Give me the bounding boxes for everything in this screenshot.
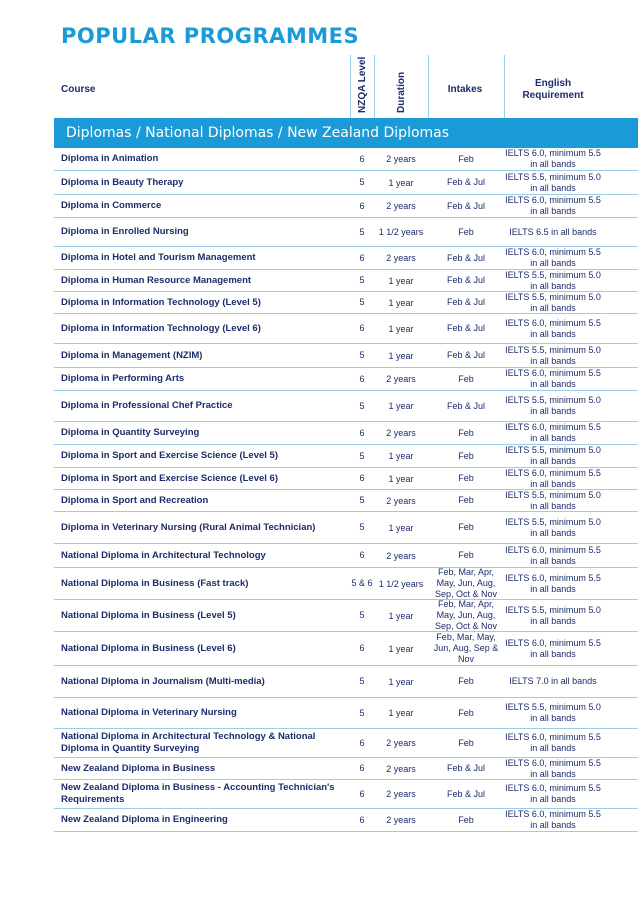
intakes-cell: Feb (458, 427, 474, 438)
intakes-cell: Feb & Jul (446, 177, 486, 187)
duration-cell: 2 years (386, 789, 416, 799)
course-cell: Diploma in Human Resource Management (61, 274, 252, 286)
course-cell: Diploma in Management (NZIM) (61, 349, 203, 361)
level-cell: 5 (359, 297, 365, 307)
level-cell: 6 (359, 737, 365, 748)
table-row (0, 698, 638, 729)
level-cell: 6 (359, 788, 365, 799)
duration-cell: 2 years (386, 815, 416, 825)
intakes-cell: Feb & Jul (446, 200, 486, 211)
english-cell: IELTS 5.5, minimum 5.0 in all bands (505, 291, 601, 313)
table-row (0, 468, 638, 490)
intakes-cell: Feb (458, 153, 474, 164)
intakes-cell: Feb, Mar, Apr, May, Jun, Aug, Sep, Oct & Nov (434, 599, 498, 631)
english-cell: IELTS 6.5 in all bands (509, 226, 597, 237)
header-divider (350, 55, 351, 118)
duration-cell: 2 years (386, 550, 416, 561)
table-row (0, 218, 638, 247)
course-cell: New Zealand Diploma in Engineering (61, 814, 228, 825)
duration-cell: 1 year (388, 275, 414, 286)
table-row (0, 314, 638, 344)
level-cell: 6 (359, 200, 365, 211)
english-cell: IELTS 6.0, minimum 5.5 in all bands (505, 368, 601, 389)
course-cell: Diploma in Animation (61, 153, 159, 164)
english-cell: IELTS 6.0, minimum 5.5 in all bands (505, 572, 601, 594)
duration-cell: 1 year (388, 297, 414, 308)
english-cell: IELTS 5.5, minimum 5.0 in all bands (505, 395, 601, 416)
duration-cell: 2 years (386, 495, 416, 506)
english-cell: IELTS 5.5, minimum 5.0 in all bands (505, 702, 601, 723)
header-intakes: Intakes (447, 84, 483, 95)
english-cell: IELTS 6.0, minimum 5.5 in all bands (505, 195, 601, 216)
intakes-cell: Feb & Jul (446, 275, 486, 285)
table-row (0, 632, 638, 666)
course-cell: Diploma in Commerce (61, 200, 162, 211)
course-cell: New Zealand Diploma in Business - Accounting Technician's Requirements (61, 782, 335, 805)
course-cell: Diploma in Sport and Recreation (61, 494, 209, 506)
english-cell: IELTS 5.5, minimum 5.0 in all bands (505, 445, 601, 466)
english-cell: IELTS 6.0, minimum 5.5 in all bands (505, 247, 601, 268)
table-row (0, 758, 638, 780)
intakes-cell: Feb (458, 814, 474, 825)
intakes-cell: Feb (458, 550, 474, 560)
table-row (0, 809, 638, 832)
english-cell: IELTS 5.5, minimum 5.0 in all bands (505, 489, 601, 511)
duration-cell: 1 year (388, 708, 414, 718)
course-cell: National Diploma in Architectural Technology & National Diploma in Quantity Surveying (61, 731, 316, 754)
duration-cell: 2 years (386, 374, 416, 384)
section-title: Diplomas / National Diplomas / New Zealand Diplomas (66, 125, 450, 141)
duration-cell: 2 years (386, 428, 416, 438)
intakes-cell: Feb & Jul (446, 252, 486, 263)
table-row (0, 148, 638, 171)
table-row (0, 171, 638, 195)
intakes-cell: Feb (458, 450, 474, 461)
header-divider (504, 55, 505, 118)
duration-cell: 1 year (388, 676, 414, 687)
level-cell: 5 (359, 350, 365, 360)
level-cell: 6 (359, 473, 365, 483)
duration-cell: 1 year (388, 401, 414, 411)
duration-cell: 1 year (388, 473, 414, 484)
table-row (0, 368, 638, 391)
header-duration: Duration (396, 71, 407, 113)
table-row (0, 270, 638, 292)
duration-cell: 1 1/2 years (378, 227, 424, 237)
duration-cell: 2 years (386, 154, 416, 164)
level-cell: 6 (359, 763, 365, 773)
course-cell: Diploma in Sport and Exercise Science (Level 5) (61, 450, 278, 461)
table-row (0, 729, 638, 758)
duration-cell: 1 1/2 years (378, 578, 424, 589)
intakes-cell: Feb (458, 495, 474, 505)
course-cell: National Diploma in Architectural Technology (61, 549, 266, 561)
course-cell: National Diploma in Veterinary Nursing (61, 707, 237, 718)
header-english-requirement: English Requirement (522, 78, 584, 101)
table-row (0, 344, 638, 368)
intakes-cell: Feb (458, 473, 474, 483)
intakes-cell: Feb & Jul (446, 350, 486, 360)
course-cell: Diploma in Enrolled Nursing (61, 226, 189, 237)
duration-cell: 1 year (388, 522, 414, 533)
table-row (0, 568, 638, 600)
duration-cell: 1 year (388, 610, 414, 621)
level-cell: 6 (359, 643, 365, 653)
programme-table (0, 148, 638, 832)
level-cell: 5 (359, 177, 365, 187)
course-cell: Diploma in Hotel and Tourism Management (61, 252, 256, 263)
header-divider (374, 55, 375, 118)
course-cell: National Diploma in Business (Level 6) (61, 642, 236, 654)
course-cell: National Diploma in Business (Level 5) (61, 609, 236, 621)
level-cell: 5 (359, 226, 365, 237)
table-row (0, 512, 638, 544)
level-cell: 6 (359, 373, 365, 384)
course-cell: Diploma in Sport and Exercise Science (Level 6) (61, 472, 278, 484)
level-cell: 5 (359, 400, 365, 411)
english-cell: IELTS 6.0, minimum 5.5 in all bands (505, 809, 601, 830)
english-cell: IELTS 6.0, minimum 5.5 in all bands (505, 757, 601, 779)
course-cell: National Diploma in Journalism (Multi-media) (61, 675, 265, 687)
duration-cell: 2 years (386, 201, 416, 211)
table-header (0, 55, 638, 118)
level-cell: 6 (359, 252, 365, 263)
course-cell: Diploma in Beauty Therapy (61, 176, 184, 188)
english-cell: IELTS 6.0, minimum 5.5 in all bands (505, 317, 601, 339)
page-title: POPULAR PROGRAMMES (61, 24, 360, 48)
duration-cell: 2 years (386, 763, 416, 774)
course-cell: National Diploma in Business (Fast track) (61, 577, 249, 589)
intakes-cell: Feb (458, 226, 474, 237)
table-row (0, 490, 638, 512)
course-cell: Diploma in Professional Chef Practice (61, 400, 233, 411)
table-row (0, 544, 638, 568)
intakes-cell: Feb & Jul (446, 788, 486, 799)
level-cell: 5 (359, 495, 365, 505)
intakes-cell: Feb (458, 373, 474, 384)
level-cell: 6 (359, 814, 365, 825)
course-cell: Diploma in Performing Arts (61, 373, 185, 384)
english-cell: IELTS 6.0, minimum 5.5 in all bands (505, 732, 601, 753)
row-divider (54, 831, 638, 832)
level-cell: 6 (359, 427, 365, 438)
table-row (0, 600, 638, 632)
table-row (0, 666, 638, 698)
intakes-cell: Feb, Mar, Apr, May, Jun, Aug, Sep, Oct & Nov (434, 567, 498, 599)
level-cell: 6 (359, 323, 365, 333)
intakes-cell: Feb (458, 737, 474, 748)
english-cell: IELTS 5.5, minimum 5.0 in all bands (505, 604, 601, 626)
level-cell: 5 (359, 275, 365, 285)
english-cell: IELTS 6.0, minimum 5.5 in all bands (505, 544, 601, 566)
intakes-cell: Feb & Jul (446, 297, 486, 307)
course-cell: Diploma in Quantity Surveying (61, 427, 200, 438)
duration-cell: 1 year (388, 323, 414, 334)
level-cell: 5 (359, 676, 365, 686)
english-cell: IELTS 5.5, minimum 5.0 in all bands (505, 344, 601, 366)
english-cell: IELTS 7.0 in all bands (509, 676, 597, 686)
duration-cell: 1 year (388, 177, 414, 188)
course-cell: Diploma in Information Technology (Level 5) (61, 296, 261, 308)
table-row (0, 445, 638, 468)
level-cell: 5 & 6 (351, 578, 373, 588)
intakes-cell: Feb & Jul (446, 763, 486, 773)
level-cell: 5 (359, 450, 365, 461)
english-cell: IELTS 5.5, minimum 5.0 in all bands (505, 269, 601, 291)
duration-cell: 1 year (388, 350, 414, 361)
level-cell: 5 (359, 522, 365, 532)
table-row (0, 422, 638, 445)
table-row (0, 247, 638, 270)
english-cell: IELTS 6.0, minimum 5.5 in all bands (505, 467, 601, 489)
english-cell: IELTS 5.5, minimum 5.0 in all bands (505, 171, 601, 193)
level-cell: 6 (359, 153, 365, 164)
duration-cell: 2 years (386, 253, 416, 263)
table-row (0, 391, 638, 422)
intakes-cell: Feb & Jul (446, 400, 486, 411)
intakes-cell: Feb (458, 676, 474, 686)
english-cell: IELTS 6.0, minimum 5.5 in all bands (505, 422, 601, 443)
duration-cell: 1 year (388, 643, 414, 654)
english-cell: IELTS 5.5, minimum 5.0 in all bands (505, 516, 601, 538)
level-cell: 5 (359, 707, 365, 718)
table-row (0, 292, 638, 314)
english-cell: IELTS 6.0, minimum 5.5 in all bands (505, 637, 601, 659)
intakes-cell: Feb (458, 522, 474, 532)
english-cell: IELTS 6.0, minimum 5.5 in all bands (505, 783, 601, 804)
intakes-cell: Feb (458, 707, 474, 718)
english-cell: IELTS 6.0, minimum 5.5 in all bands (505, 148, 601, 169)
course-cell: New Zealand Diploma in Business (61, 762, 216, 774)
section-band (54, 118, 638, 148)
intakes-cell: Feb, Mar, May, Jun, Aug, Sep & Nov (433, 632, 499, 664)
header-course: Course (61, 84, 96, 95)
duration-cell: 2 years (386, 738, 416, 748)
table-row (0, 780, 638, 809)
duration-cell: 1 year (388, 451, 414, 461)
level-cell: 6 (359, 550, 365, 560)
table-row (0, 195, 638, 218)
header-divider (428, 55, 429, 118)
course-cell: Diploma in Information Technology (Level 6) (61, 322, 261, 334)
level-cell: 5 (359, 610, 365, 620)
course-cell: Diploma in Veterinary Nursing (Rural Animal Technician) (61, 521, 316, 533)
intakes-cell: Feb & Jul (446, 323, 486, 333)
header-nzqa-level: NZQA Level (357, 56, 368, 113)
